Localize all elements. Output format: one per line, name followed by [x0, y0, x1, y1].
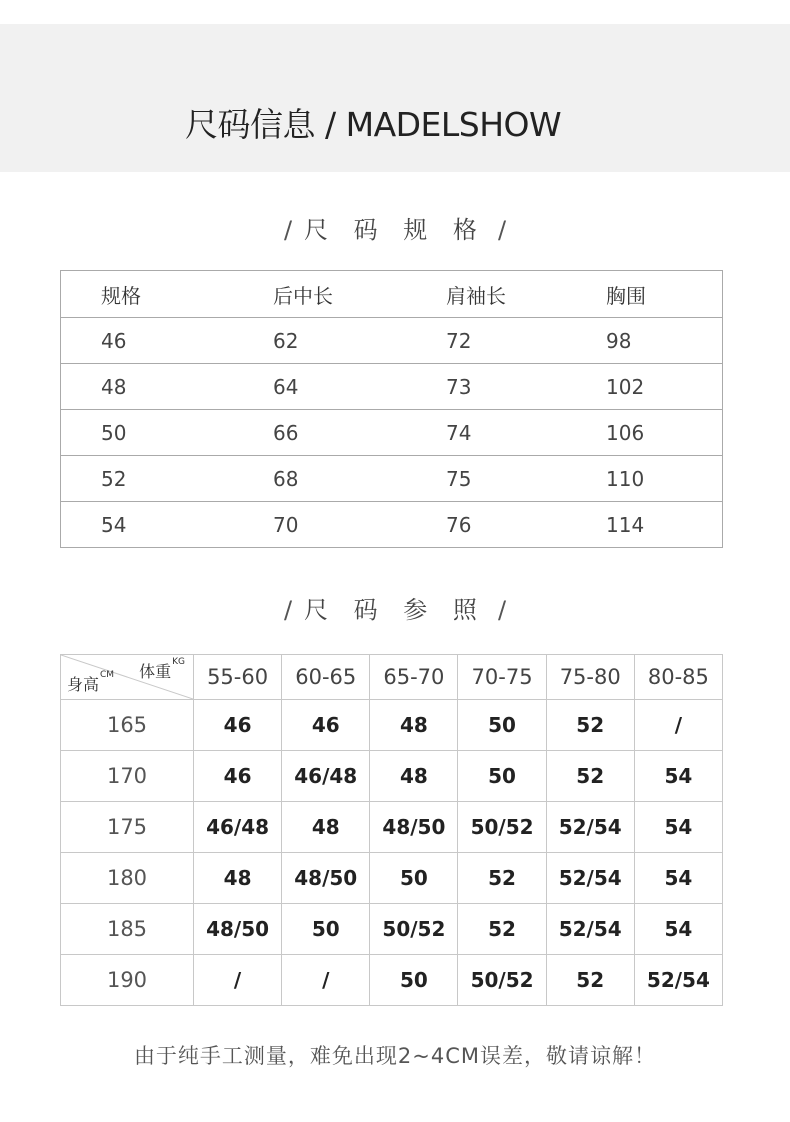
size-cell: /: [634, 700, 722, 751]
size-cell: 50: [370, 853, 458, 904]
size-cell: 46: [282, 700, 370, 751]
title-slash-left: /: [283, 596, 293, 624]
spec-header-cell: 后中长: [221, 271, 391, 318]
title-slash-right: /: [497, 216, 507, 244]
weight-range-header: 55-60: [194, 655, 282, 700]
weight-unit: KG: [172, 657, 185, 667]
size-cell: 54: [634, 853, 722, 904]
size-cell: 52/54: [634, 955, 722, 1006]
title-slash-right: /: [497, 596, 507, 624]
size-cell: 50/52: [370, 904, 458, 955]
size-cell: 52: [458, 853, 546, 904]
ref-row: [61, 853, 723, 904]
size-cell: 52/54: [546, 853, 634, 904]
spec-cell: 68: [221, 456, 391, 502]
size-cell: 52/54: [546, 904, 634, 955]
size-cell: 54: [634, 904, 722, 955]
header-banner: [0, 24, 790, 172]
spec-cell: 70: [221, 502, 391, 548]
section-title-text: 尺 码 参 照: [304, 596, 486, 624]
spec-cell: 114: [562, 502, 723, 548]
ref-row: [61, 700, 723, 751]
size-cell: 48/50: [370, 802, 458, 853]
height-value-cell: 175: [61, 802, 194, 853]
spec-row: [61, 502, 723, 548]
spec-header-cell: 肩袖长: [391, 271, 562, 318]
size-cell: 50: [458, 700, 546, 751]
weight-range-header: 65-70: [370, 655, 458, 700]
spec-cell: 98: [562, 318, 723, 364]
spec-cell: 76: [391, 502, 562, 548]
size-cell: 46/48: [194, 802, 282, 853]
size-cell: 50/52: [458, 802, 546, 853]
size-cell: 48: [370, 700, 458, 751]
spec-cell: 72: [391, 318, 562, 364]
spec-cell: 110: [562, 456, 723, 502]
spec-cell: 73: [391, 364, 562, 410]
size-cell: 50: [282, 904, 370, 955]
weight-label-text: 体重: [139, 662, 172, 681]
size-cell: 48/50: [194, 904, 282, 955]
height-unit: CM: [100, 670, 115, 680]
spec-cell: 106: [562, 410, 723, 456]
title-slash-left: /: [283, 216, 293, 244]
height-label-text: 身高: [67, 675, 100, 694]
size-cell: 50: [458, 751, 546, 802]
measurement-note: 由于纯手工测量，难免出现2~4CM误差，敬请谅解！: [133, 1044, 657, 1068]
size-cell: 52/54: [546, 802, 634, 853]
weight-label: [139, 659, 185, 682]
size-cell: 48/50: [282, 853, 370, 904]
ref-row: [61, 955, 723, 1006]
spec-row: [61, 318, 723, 364]
ref-row: [61, 904, 723, 955]
height-value-cell: 180: [61, 853, 194, 904]
size-cell: 48: [370, 751, 458, 802]
spec-header-cell: 规格: [61, 271, 222, 318]
section-title-text: 尺 码 规 格: [304, 216, 486, 244]
weight-range-header: 80-85: [634, 655, 722, 700]
size-spec-table: [60, 270, 723, 548]
spec-cell: 64: [221, 364, 391, 410]
section-title-size-reference: [0, 590, 790, 625]
height-label: [67, 672, 114, 695]
spec-cell: 75: [391, 456, 562, 502]
spec-cell: 48: [61, 364, 222, 410]
size-cell: 50: [370, 955, 458, 1006]
size-cell: 54: [634, 802, 722, 853]
spec-row: [61, 364, 723, 410]
height-value-cell: 185: [61, 904, 194, 955]
weight-range-header: 60-65: [282, 655, 370, 700]
spec-cell: 102: [562, 364, 723, 410]
corner-header-cell: [61, 655, 194, 700]
size-cell: 52: [546, 700, 634, 751]
size-cell: 48: [194, 853, 282, 904]
spec-row: [61, 456, 723, 502]
size-cell: 52: [546, 751, 634, 802]
spec-row: [61, 410, 723, 456]
section-title-size-spec: [0, 210, 790, 245]
ref-header-row: [61, 655, 723, 700]
spec-cell: 66: [221, 410, 391, 456]
spec-cell: 74: [391, 410, 562, 456]
size-cell: /: [194, 955, 282, 1006]
spec-header-cell: 胸围: [562, 271, 723, 318]
spec-cell: 50: [61, 410, 222, 456]
spec-header-row: [61, 271, 723, 318]
size-cell: 50/52: [458, 955, 546, 1006]
size-cell: 52: [458, 904, 546, 955]
spec-cell: 46: [61, 318, 222, 364]
ref-row: [61, 751, 723, 802]
size-reference-table: [60, 654, 723, 1006]
size-cell: /: [282, 955, 370, 1006]
size-cell: 46: [194, 700, 282, 751]
weight-range-header: 75-80: [546, 655, 634, 700]
size-cell: 46: [194, 751, 282, 802]
page-title: 尺码信息 / MADELSHOW: [185, 105, 562, 144]
size-cell: 54: [634, 751, 722, 802]
spec-cell: 62: [221, 318, 391, 364]
spec-cell: 52: [61, 456, 222, 502]
height-value-cell: 170: [61, 751, 194, 802]
height-value-cell: 165: [61, 700, 194, 751]
ref-row: [61, 802, 723, 853]
size-cell: 48: [282, 802, 370, 853]
size-cell: 52: [546, 955, 634, 1006]
spec-cell: 54: [61, 502, 222, 548]
height-value-cell: 190: [61, 955, 194, 1006]
weight-range-header: 70-75: [458, 655, 546, 700]
size-cell: 46/48: [282, 751, 370, 802]
